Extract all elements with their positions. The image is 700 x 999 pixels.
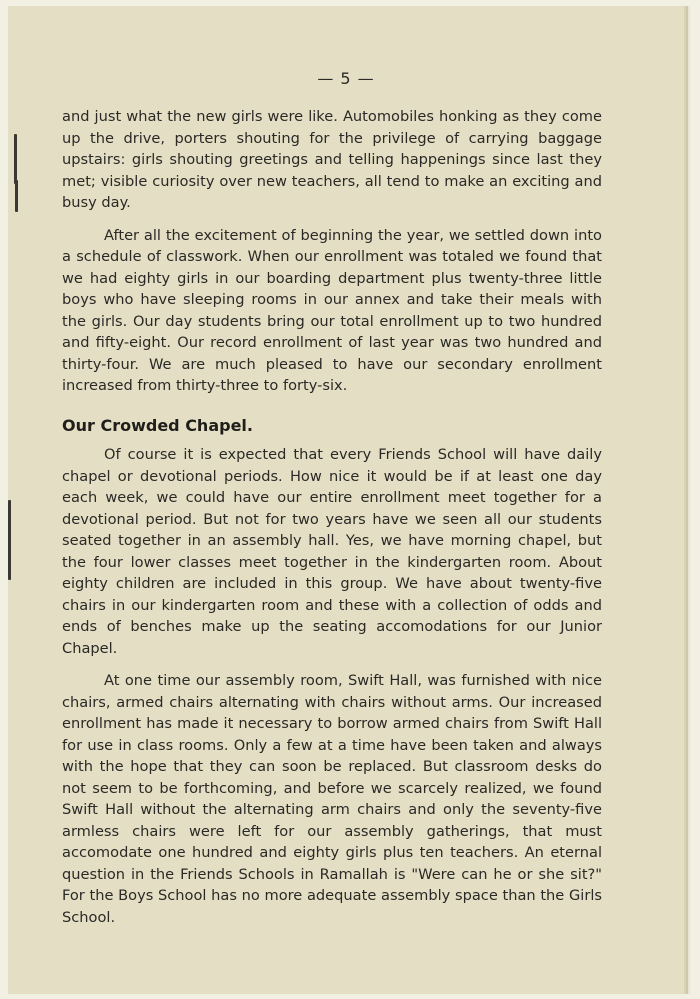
paragraph-enrollment: After all the excitement of beginning the year, we settled down into a schedule of classwork. When our enrollment was totaled we found that we had eighty girls in our boarding department plus twenty-three little boys who have sleeping rooms in our annex and take their meals with the girls. Our day students bring our total enrollment up to two hundred and fifty-eight. Our record enrollment of last year was two hundred and thirty-four. We are much pleased to have our secondary enrollment increased from thirty-three to forty-six. — [62, 226, 602, 394]
body-text — [62, 106, 602, 928]
section-heading: Our Crowded Chapel. — [62, 415, 253, 435]
paragraph-continuation: and just what the new girls were like. Automobiles honking as they come up the drive, porters shouting for the privilege of carrying baggage upstairs: girls shouting greetings and telling happenings since last they met; visible curiosity over new teachers, all tend to make an exciting and busy day. — [62, 108, 602, 211]
staple-top-lower — [15, 180, 18, 212]
paragraph-swift-hall: At one time our assembly room, Swift Hall, was furnished with nice chairs, armed chairs alternating with chairs without arms. Our increased enrollment has made it necessary to borrow armed chairs from Swift Hall for use in class rooms. Only a few at a time have been taken and always with the hope that they can soon be replaced. But classroom desks do not seem to be forthcoming, and before we scarcely realized, we found Swift Hall without the alternating arm chairs and only the seventy-five armless chairs were left for our assembly gatherings, that must accomodate one hundred and eighty girls plus ten teachers. An eternal question in the Friends Schools in Ramallah is "Were can he or she sit?" For the Boys School has no more adequate assembly space than the Girls School. — [62, 672, 602, 926]
paragraph-chapel: Of course it is expected that every Friends School will have daily chapel or devotional periods. How nice it would be if at least one day each week, we could have our entire enrollment meet together for a devotional period. But not for two years have we seen all our students seated together in an assembly hall. Yes, we have morning chapel, but the four lower classes meet together in the kindergarten room. About eighty children are included in this group. We have about twenty-five chairs in our kindergarten room and these with a collection of odds and ends of benches make up the seating accomodations for our Junior Chapel. — [62, 446, 602, 657]
staple-bottom — [8, 500, 11, 580]
page-number: — 5 — — [317, 69, 375, 88]
document-page — [8, 6, 684, 994]
staple-top — [14, 134, 17, 184]
